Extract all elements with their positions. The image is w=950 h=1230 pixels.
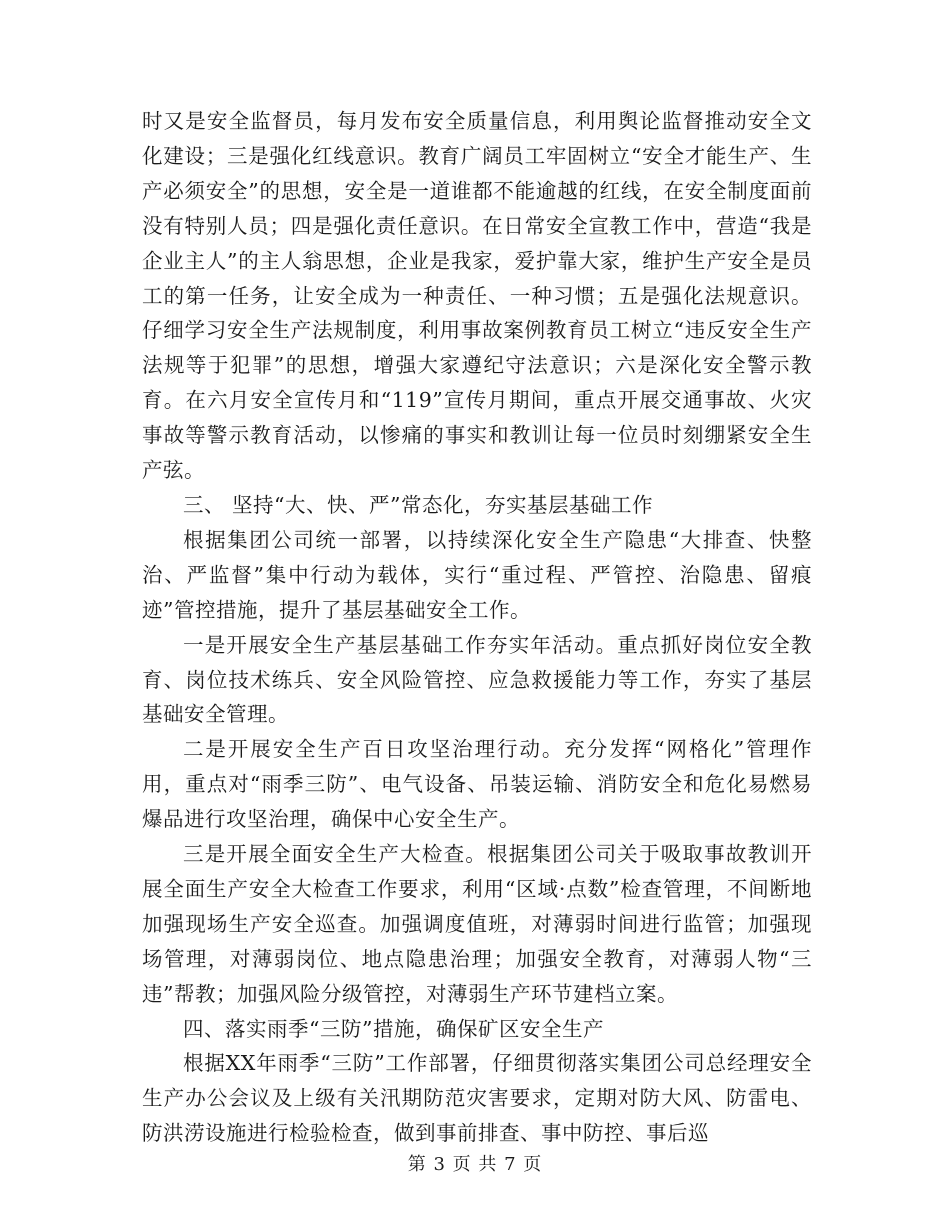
- page-number-footer: 第 3 页 共 7 页: [407, 1154, 543, 1175]
- section-heading-3: 三、 坚持“大、快、严”常态化，夯实基层基础工作: [183, 492, 653, 517]
- paragraph-section4-intro: 根据XX年雨季“三防”工作部署，仔细贯彻落实集团公司总经理安全生产办公会议及上级有关汛期防范灾害要求，定期对防大风、防雷电、防洪涝设施进行检验检查，做到事前排查、事中防控、事后巡: [142, 1051, 812, 1146]
- document-body: [142, 104, 812, 1151]
- paragraph-continuation: 时又是安全监督员，每月发布安全质量信息，利用舆论监督推动安全文化建设；三是强化红线意识。教育广阔员工牢固树立“安全才能生产、生产必须安全”的思想，安全是一道谁都不能逾越的红线，在安全制度面前没有特别人员；四是强化责任意识。在日常安全宣教工作中，营造“我是企业主人”的主人翁思想，企业是我家，爱护靠大家，维护生产安全是员工的第一任务，让安全成为一种责任、一种习惯；五是强化法规意识。仔细学习安全生产法规制度，利用事故案例教育员工树立“违反安全生产法规等于犯罪”的思想，增强大家遵纪守法意识；六是深化安全警示教育。在六月安全宣传月和“119”宣传月期间，重点开展交通事故、火灾事故等警示教育活动，以惨痛的事实和教训让每一位员时刻绷紧安全生产弦。: [142, 109, 812, 483]
- paragraph-item-1: 一是开展安全生产基层基础工作夯实年活动。重点抓好岗位安全教育、岗位技术练兵、安全风险管控、应急救援能力等工作，夯实了基层基础安全管理。: [142, 632, 812, 727]
- paragraph-item-3: 三是开展全面安全生产大检查。根据集团公司关于吸取事故教训开展全面生产安全大检查工作要求，利用“区域·点数”检查管理，不间断地加强现场生产安全巡查。加强调度值班，对薄弱时间进行监管；加强现场管理，对薄弱岗位、地点隐患治理；加强安全教育，对薄弱人物“三违”帮教；加强风险分级管控，对薄弱生产环节建档立案。: [142, 842, 812, 1006]
- paragraph-item-2: 二是开展安全生产百日攻坚治理行动。充分发挥“网格化”管理作用，重点对“雨季三防”、电气设备、吊装运输、消防安全和危化易燃易爆品进行攻坚治理，确保中心安全生产。: [142, 737, 812, 832]
- paragraph-section3-intro: 根据集团公司统一部署，以持续深化安全生产隐患“大排查、快整治、严监督”集中行动为载体，实行“重过程、严管控、治隐患、留痕迹”管控措施，提升了基层基础安全工作。: [142, 527, 812, 622]
- section-heading-4: 四、落实雨季“三防”措施，确保矿区安全生产: [183, 1016, 604, 1041]
